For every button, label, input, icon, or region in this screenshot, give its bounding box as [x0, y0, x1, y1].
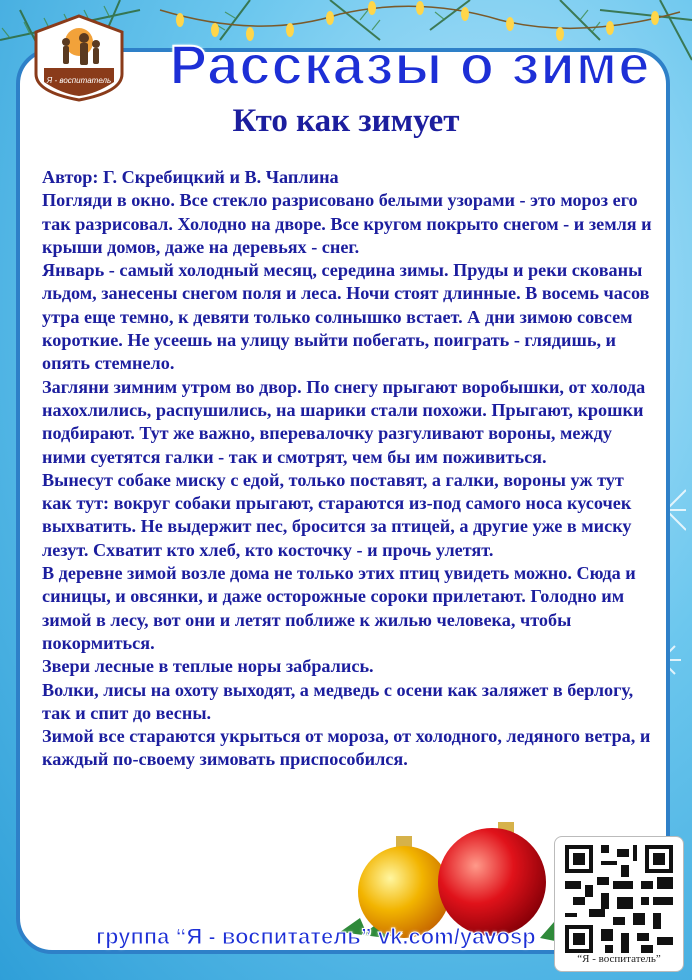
story-paragraph: Зимой все стараются укрыться от мороза, от холодного, ледяного ветра, и каждый по-своему зимовать приспособился.	[42, 726, 651, 770]
group-link[interactable]: группа “Я - воспитатель” vk.com/yavosp	[96, 924, 536, 949]
story-paragraph: Волки, лисы на охоту выходят, а медведь с осени как заляжет в берлогу, так и спит до весны.	[42, 679, 634, 723]
qr-code-icon	[565, 845, 673, 953]
story-paragraph: Звери лесные в теплые норы забрались.	[42, 656, 374, 677]
qr-caption: “Я - воспитатель”	[577, 953, 661, 965]
page-title: Рассказы о зиме	[169, 33, 651, 96]
logo-text: Я - воспитатель	[46, 76, 112, 85]
qr-code-box[interactable]	[554, 836, 684, 972]
story-paragraph: Загляни зимним утром во двор. По снегу прыгают воробышки, от холода нахохлились, распушились, на шарики стали похожи. Прыгают, крошки подбирают. Тут же важно, вперевалочку разгуливают вороны, между ними суетятся галки - так и смотрят, чем бы им поживиться.	[42, 376, 646, 467]
story-paragraph: Погляди в окно. Все стекло разрисовано белыми узорами - это мороз его так разрисовал. Холодно на дворе. Все кругом покрыто снегом - и земля и крыши домов, даже на деревьях - снег.	[42, 190, 652, 257]
story-title: Кто как зимует	[232, 103, 460, 139]
story-paragraph: Январь - самый холодный месяц, середина зимы. Пруды и реки скованы льдом, занесены снегом поля и леса. Ночи стоят длинные. В восемь часов утра еще темно, к девяти только солнышко встает. А дни зимою совсем короткие. Не усеешь на улицу выйти побегать, поиграть - глядишь, и опять стемнело.	[42, 260, 650, 374]
story-text	[42, 166, 654, 772]
story-paragraph: В деревне зимой возле дома не только этих птиц увидеть можно. Сюда и синицы, и овсянки, и даже осторожные сороки прилетают. Голодно им зимой в лесу, вот они и летят поближе к жилью человека, чтобы покормиться.	[42, 563, 636, 653]
story-paragraph: Вынесут собаке миску с едой, только поставят, а галки, вороны уж тут как тут: вокруг собаки прыгают, стараются из-под самого носа кусочек выхватить. Не выдержит пес, бросится за птицей, а другие уже в миску лезут. Схватит кто хлеб, кто косточку - и прочь улетят.	[42, 469, 632, 560]
ya-vospitatel-logo	[26, 12, 132, 104]
story-author: Автор: Г. Скребицкий и В. Чаплина	[42, 167, 339, 187]
